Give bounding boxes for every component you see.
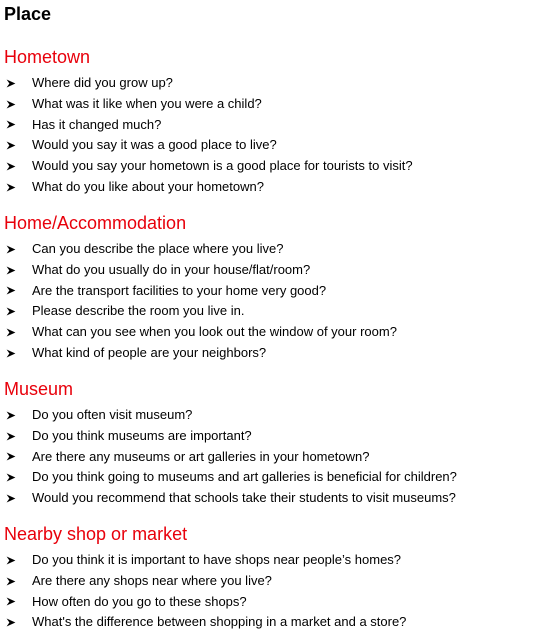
list-item <box>0 156 559 177</box>
list-item <box>0 135 559 156</box>
list-item <box>0 612 559 633</box>
question-text: How often do you go to these shops? <box>32 593 247 609</box>
list-item <box>0 115 559 136</box>
question-text: Do you often visit museum? <box>32 407 193 422</box>
list-item <box>0 426 559 447</box>
question-text: Do you think going to museums and art galleries is beneficial for children? <box>32 469 457 485</box>
list-item <box>0 467 559 488</box>
arrowhead-bullet-icon <box>5 281 17 302</box>
arrowhead-bullet-icon <box>5 322 17 343</box>
arrowhead-bullet-icon <box>5 447 17 468</box>
section-heading: Hometown <box>4 47 91 67</box>
question-text: Are there any shops near where you live? <box>32 572 272 588</box>
section-nearby-shop-or-market <box>0 522 559 633</box>
question-text: Are the transport facilities to your home very good? <box>32 282 327 298</box>
question-list <box>0 405 559 509</box>
question-text: What was it like when you were a child? <box>32 95 262 111</box>
section-heading: Nearby shop or market <box>4 524 188 544</box>
question-text: What do you usually do in your house/flat/room? <box>32 261 311 277</box>
arrowhead-bullet-icon <box>5 488 17 509</box>
question-text: Do you think museums are important? <box>32 427 252 443</box>
arrowhead-bullet-icon <box>5 343 17 364</box>
list-item <box>0 239 559 260</box>
arrowhead-bullet-icon <box>5 135 17 156</box>
arrowhead-bullet-icon <box>5 405 17 426</box>
arrowhead-bullet-icon <box>5 260 17 281</box>
arrowhead-bullet-icon <box>5 177 17 198</box>
question-text: Would you say your hometown is a good place for tourists to visit? <box>32 158 413 174</box>
list-item <box>0 488 559 509</box>
list-item <box>0 301 559 322</box>
question-text: Has it changed much? <box>32 116 162 132</box>
question-text: Do you think it is important to have shops near people’s homes? <box>32 552 402 567</box>
section-heading: Home/Accommodation <box>4 213 187 233</box>
section-heading: Museum <box>4 379 74 399</box>
question-text: What do you like about your hometown? <box>32 178 264 194</box>
arrowhead-bullet-icon <box>5 301 17 322</box>
list-item <box>0 447 559 468</box>
list-item <box>0 281 559 302</box>
list-item <box>0 405 559 426</box>
question-text: Would you say it was a good place to live? <box>32 137 277 153</box>
question-list <box>0 239 559 364</box>
section-hometown <box>0 45 559 198</box>
arrowhead-bullet-icon <box>5 612 17 633</box>
arrowhead-bullet-icon <box>5 467 17 488</box>
arrowhead-bullet-icon <box>5 115 17 136</box>
question-text: Please describe the room you live in. <box>32 303 245 319</box>
list-item <box>0 571 559 592</box>
arrowhead-bullet-icon <box>5 571 17 592</box>
list-item <box>0 322 559 343</box>
arrowhead-bullet-icon <box>5 94 17 115</box>
question-text: What can you see when you look out the window of your room? <box>32 324 397 340</box>
question-text: Are there any museums or art galleries in your hometown? <box>32 448 370 464</box>
list-item <box>0 94 559 115</box>
arrowhead-bullet-icon <box>5 239 17 260</box>
section-museum <box>0 377 559 509</box>
question-text: Where did you grow up? <box>32 75 173 90</box>
question-text: What's the difference between shopping in a market and a store? <box>32 614 407 630</box>
list-item <box>0 343 559 364</box>
arrowhead-bullet-icon <box>5 156 17 177</box>
list-item <box>0 260 559 281</box>
arrowhead-bullet-icon <box>5 550 17 571</box>
page-title: Place <box>4 4 52 24</box>
list-item <box>0 73 559 94</box>
question-text: Would you recommend that schools take their students to visit museums? <box>32 490 456 506</box>
question-text: What kind of people are your neighbors? <box>32 344 267 360</box>
section-home-accommodation <box>0 211 559 364</box>
arrowhead-bullet-icon <box>5 592 17 613</box>
list-item <box>0 592 559 613</box>
question-text: Can you describe the place where you live? <box>32 241 284 256</box>
question-list <box>0 550 559 633</box>
question-list <box>0 73 559 198</box>
arrowhead-bullet-icon <box>5 73 17 94</box>
list-item <box>0 550 559 571</box>
arrowhead-bullet-icon <box>5 426 17 447</box>
list-item <box>0 177 559 198</box>
